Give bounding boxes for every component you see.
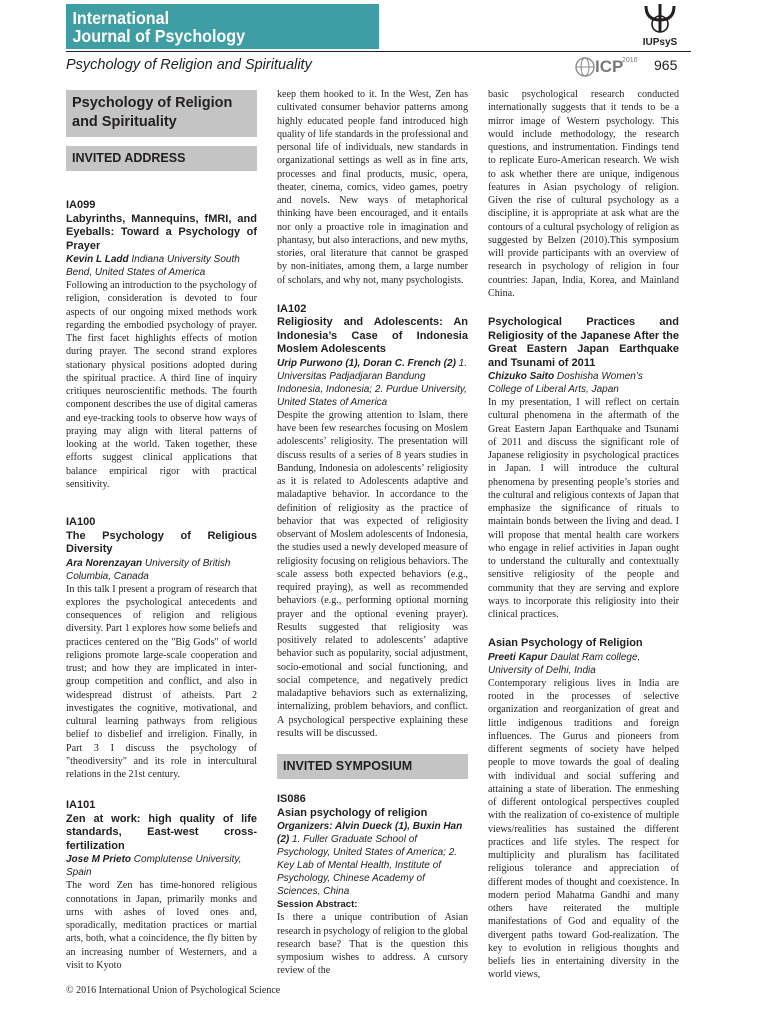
abstract-body: Despite the growing attention to Islam, there have been few researches focusing on Moslem adolescents’ religiosity. The presentation will discuss results of a series of 8 years studies in Bandung, Indonesia on adolescents’ religiosity as it is related to Adolescents adaptive and maladaptive behavior. In accordance to the definition of religiosity as the practice of behavior that was expected of religiosity observant of Moslem adolescents of Indonesia, the studies used a newly developed measure of religiosity focusing on religious behaviors. The scale assess both expected behaviors (e.g., required praying), as well as recommended behaviors (e.g., performing optional morning prayer and the optional evening prayer). Results suggested that religiosity was positively related to adolescents’ adaptive behavior such as popularity, social adjustment, socio-emotional and social functioning, and social competence, and negatively predict maladaptive behaviors such as externalizing, internalizing, problem behaviors, and conflict. A psychological perspective explaining these results will be discussed. xyxy=(277,409,469,739)
journal-title-line2: Journal of Psychology xyxy=(72,26,246,46)
paper-saito xyxy=(488,316,679,621)
abstract-ia100 xyxy=(66,516,257,781)
abstract-title: Religiosity and Adolescents: An Indonesia’s Case of Indonesia Moslem Adolescents xyxy=(277,316,468,356)
author-affiliation: 1. Universitas Padjadjaran Bandung Indonesia, Indonesia; 2. Purdue University, United States of America xyxy=(277,357,468,408)
abstract-title: The Psychology of Religious Diversity xyxy=(66,529,257,555)
author-name: Urip Purwono (1), Doran C. French (2) xyxy=(277,357,456,369)
abstract-title: Psychological Practices and Religiosity of the Japanese After the Great Eastern Japan Earthquake and Tsunami of 2011 xyxy=(488,316,679,369)
author-name: Preeti Kapur xyxy=(488,651,548,663)
abstract-authors xyxy=(66,557,257,583)
column-1 xyxy=(66,90,257,972)
abstract-body: In my presentation, I will reflect on certain cultural phenomena in the aftermath of the Great Eastern Japan Earthquake and Tsunami of 2011 and discuss the significant role of Japanese religiosity in psychological practices in Japan. I will introduce the cultural phenomena by presenting people’s stories and the cultural and religious contexts of Japan that emphasize the significance of rituals to maintain bonds between the living and dead. I will propose that mental health care workers who engage in relief activities in Japan ought to understand the culturally and contextually sensitive religiosity of the people and community that they are serving and explore ways to incorporate this religiosity into their clinical practices. xyxy=(488,397,679,620)
author-name: Jose M Prieto xyxy=(66,854,132,866)
iupsys-logo xyxy=(630,2,690,48)
iupsys-logo-text: IUPsyS xyxy=(642,37,678,48)
abstract-title: Zen at work: high quality of life standards, East-west cross-fertilization xyxy=(66,812,257,852)
abstract-continuation: keep them hooked to it. In the West, Zen has cultivated consumer behavior patterns among highly educated people fand introduced high quality of life standards in the professional and personal life of individuals, new standards in organizational settings as well as in fine arts, processes and final products, music, opera, theater, cinema, comics, video games, poetry and novels. New ways of metaphorical thinking have been encouraged, and it entails nor only a proactive role in imagination and phantasy, but also interactions, and new myths, stories, oral literature that cannot be grasped by non-initiates, among them, a large number of scholars, and why not, many psychologists. xyxy=(277,89,468,286)
abstract-id: IA100 xyxy=(66,516,96,528)
abstract-id: IS086 xyxy=(277,793,306,805)
abstract-authors xyxy=(277,357,468,409)
copyright-footer: © 2016 International Union of Psychological Science xyxy=(66,985,281,996)
author-affiliation: Daulat Ram college, University of Delhi, India xyxy=(488,651,641,676)
author-affiliation: Indiana University South Bend, United States of America xyxy=(66,254,240,278)
icp-logo-text: ICP xyxy=(595,57,624,76)
column-3 xyxy=(488,88,679,982)
header-rule xyxy=(66,51,691,52)
author-name: Kevin L Ladd xyxy=(66,254,129,265)
icp-logo-year: 2016 xyxy=(622,57,638,64)
page-number: 965 xyxy=(654,57,678,73)
abstract-ia101 xyxy=(66,799,257,972)
abstract-id: IA102 xyxy=(277,302,307,315)
author-name: Organizers: Alvin Dueck (1), Buxin Han (2) xyxy=(277,821,463,845)
psi-emblem-icon xyxy=(640,2,680,36)
abstract-body: In this talk I present a program of research that explores the psychological antecedents and consequences of religion and religious diversity. Part 1 explores how some beliefs and practices centered on the "Big Gods" of world religions promote large-scale cooperation and trust; and how they are implicated in inter-group competition and conflict, and also in widespread distrust of atheists. Part 2 investigates the cognitive, motivational, and cultural learning pathways from religious belief to disbelief and irreligion. Finally, in Part 3 I discuss the psychology of "theodiversity" and its role in intercultural relations in the 21st century. xyxy=(66,583,257,780)
running-section-title: Psychology of Religion and Spirituality xyxy=(66,57,312,73)
icp-congress-logo xyxy=(574,55,642,79)
abstract-body: Following an introduction to the psychology of religion, consideration is devoted to four aspects of our ongoing mixed methods work regarding the embodied psychology of prayer. The first facet highlights effects of motion during prayer. The second strand explores stationary physical positions adopted during the spiritual practice. A third line of inquiry critiques neuroscientific methods. The fourth component describes the use of digital cameras and eye-tracking tools to observe how ways of praying may align with literal patterns of looking at the world. Taken together, these efforts suggest clinical applications that balance empirical rigor with practical sensitivity. xyxy=(66,280,257,490)
abstract-authors xyxy=(488,370,679,396)
abstract-id: IA101 xyxy=(66,799,96,812)
globe-icon xyxy=(574,56,596,78)
subsection-invited-address: INVITED ADDRESS xyxy=(66,146,257,171)
author-affiliation: 1. Fuller Graduate School of Psychology, United States of America; 2. Key Lab of Mental Health, Institute of Psychology, Chinese Academy of Sciences, China xyxy=(277,834,458,897)
symposium-is086 xyxy=(277,793,468,978)
author-affiliation: University of British Columbia, Canada xyxy=(66,557,231,582)
abstract-body: Contemporary religious lives in India are rooted in the processes of selective organization and reorganization of great and little indigenous traditions and foreign influences. The Gurus and pioneers from different segments of society have helped people to move towards the goal of dealing with individual and social suffering and attaining a state of liberation. The enmeshing of different ontological perspectives coupled with the realization of co-existence of multiple views/realities has sustained the different practices and life styles. The respect for multiplicity and pluralism has facilitated religious tolerance and appreciation of different modes of thought and coexistence. In modern period Mahatma Gandhi and many others have reiterated the multiple manifestations of God and equality of the divergent paths toward God-realization. The key to evolution in religious thoughts and beliefs lies in entertaining diversity in the world views, xyxy=(488,677,679,981)
author-name: Ara Norenzayan xyxy=(66,557,143,569)
abstract-title: Labyrinths, Mannequins, fMRI, and Eyeballs: Toward a Psychology of Prayer xyxy=(66,212,257,252)
author-affiliation: Complutense University, Spain xyxy=(66,854,242,879)
abstract-ia102 xyxy=(277,303,468,740)
paper-kapur xyxy=(488,637,679,981)
journal-banner xyxy=(66,4,379,49)
abstract-authors xyxy=(488,651,679,677)
abstract-authors xyxy=(66,253,257,279)
abstract-body: The word Zen has time-honored religious connotations in Japan, primarily monks and urns with ashes of loved ones and, sporadically, meditation practices or martial arts, both, what a coincidence, the fly bitten by an increasing number of Westerners, and a visit to Kyoto xyxy=(66,880,257,971)
abstract-ia099 xyxy=(66,199,257,491)
session-abstract-label: Session Abstract: xyxy=(277,899,358,910)
section-heading: Psychology of Religion and Spirituality xyxy=(66,90,257,137)
abstract-title: Asian Psychology of Religion xyxy=(488,637,643,650)
abstract-body: Is there a unique contribution of Asian research in psychology of religion to the global research base? That is the question this symposium wishes to address. A cursory review of the xyxy=(277,912,468,977)
abstract-id: IA099 xyxy=(66,199,96,211)
journal-title-line1: International xyxy=(72,8,170,28)
abstract-authors xyxy=(66,853,257,879)
author-name: Chizuko Saito xyxy=(488,371,555,382)
abstract-authors xyxy=(277,820,468,898)
author-affiliation: Doshisha Women’s College of Liberal Arts, Japan xyxy=(488,371,643,395)
subsection-invited-symposium: INVITED SYMPOSIUM xyxy=(277,754,468,779)
column-2 xyxy=(277,88,468,978)
abstract-continuation: basic psychological research conducted internationally suggests that it tends to be a mirror image of Western psychology. This would include methodology, the research questions, and instrumentation. Findings tend to replicate Euro-American research. We wish to ask whether there are unique, indigenous features in Asian psychology of religion. Given the rise of cultural psychology as a discipline, it is appropriate at ask what are the contours of a cultural psychology of religion as suggested by Belzen (2010).This symposium will provide participants with an overview of research in psychology of religion in four countries: Japan, India, Korea, and Mainland China. xyxy=(488,89,679,299)
abstract-title: Asian psychology of religion xyxy=(277,806,428,819)
